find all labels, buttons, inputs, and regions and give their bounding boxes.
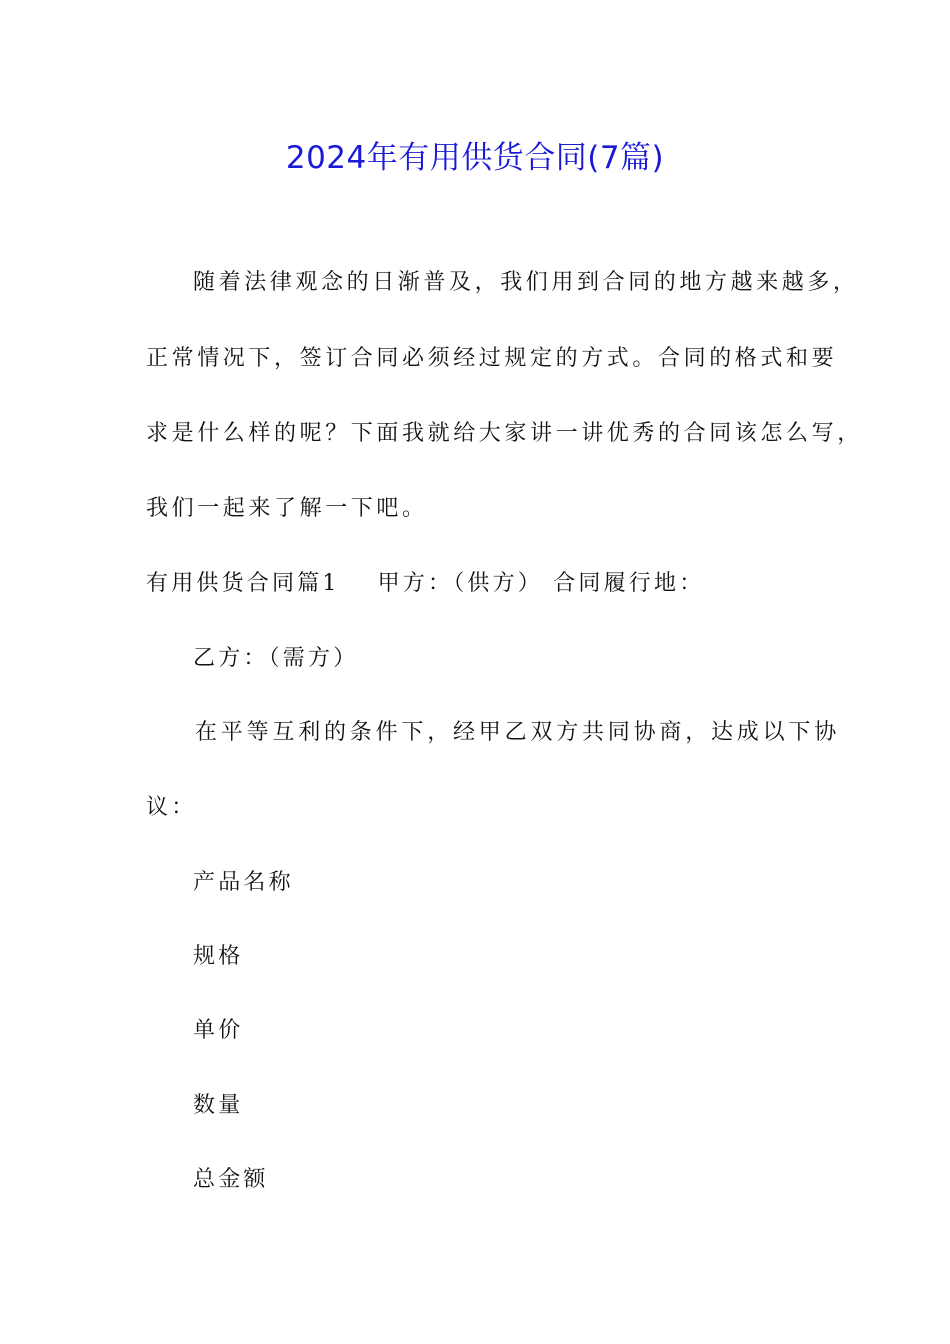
section-heading-line: [146, 569, 704, 599]
agreement-line-2: 议：: [146, 795, 197, 820]
party-a-text: 甲方：（供方） 合同履行地：: [377, 571, 705, 596]
section-heading: 有用供货合同篇1: [146, 571, 340, 596]
field-total-amount: 总金额: [193, 1167, 269, 1192]
field-specification: 规格: [193, 944, 244, 969]
field-quantity: 数量: [193, 1093, 244, 1118]
intro-line-3: 求是什么样的呢？下面我就给大家讲一讲优秀的合同该怎么写，: [146, 421, 863, 446]
intro-line-1: 随着法律观念的日渐普及，我们用到合同的地方越来越多，: [193, 270, 859, 295]
intro-line-4: 我们一起来了解一下吧。: [146, 496, 428, 521]
field-unit-price: 单价: [193, 1018, 244, 1043]
document-title: 2024年有用供货合同(7篇): [285, 140, 665, 176]
agreement-line-1: 在平等互利的条件下，经甲乙双方共同协商，达成以下协: [195, 720, 841, 745]
field-product-name: 产品名称: [193, 870, 294, 895]
intro-line-2: 正常情况下，签订合同必须经过规定的方式。合同的格式和要: [146, 346, 838, 371]
party-b-text: 乙方：（需方）: [193, 646, 359, 671]
